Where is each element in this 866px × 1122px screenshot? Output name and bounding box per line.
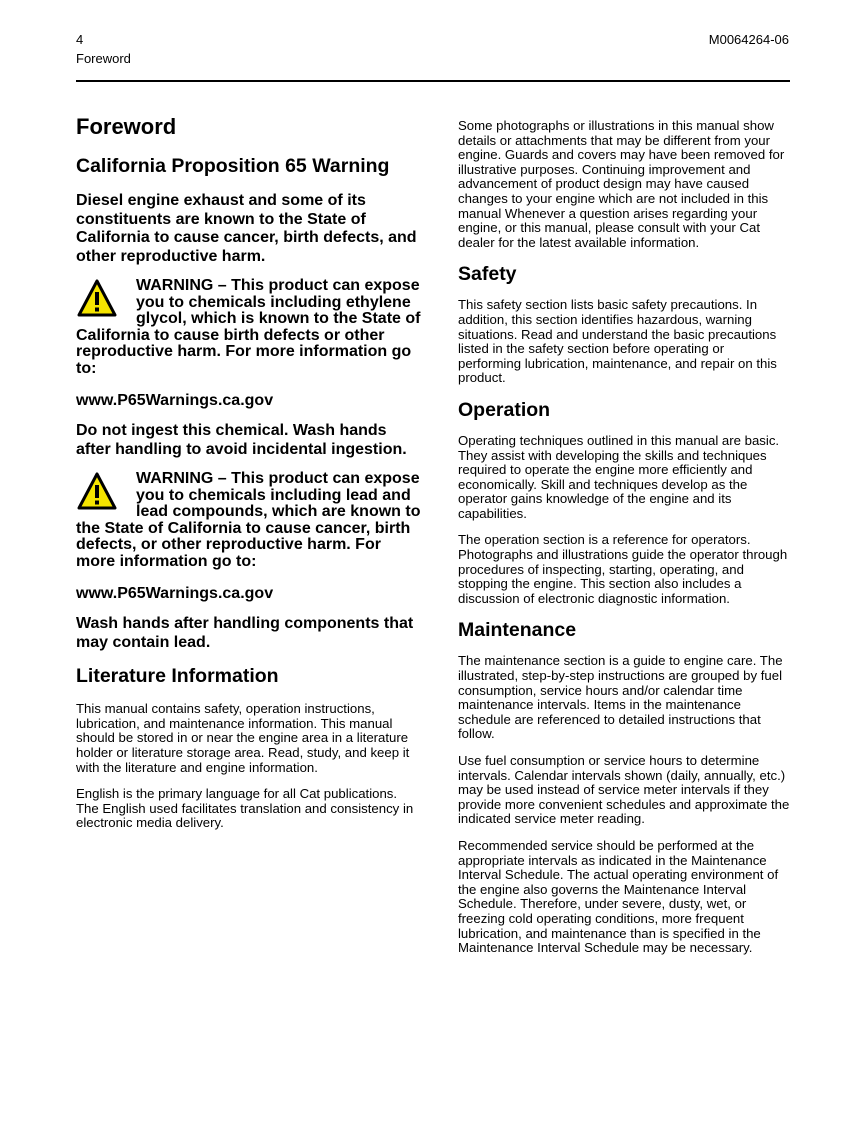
warning-text-ethylene-glycol: WARNING – This product can expose you to chemicals including ethylene glycol, which is known to the State of California to cause birth defects or other reproductive harm. For more information go to:	[76, 277, 421, 377]
header-rule	[76, 80, 790, 82]
maintenance-heading: Maintenance	[458, 619, 577, 642]
prop65-heading: California Proposition 65 Warning	[76, 155, 390, 177]
p65-link-2[interactable]: www.P65Warnings.ca.gov	[76, 584, 274, 602]
warning-text-lead: WARNING – This product can expose you to chemicals including lead and lead compounds, which are known to the State of California to cause cancer, birth defects, or other reproductive harm. For more information go to:	[76, 470, 421, 571]
safety-paragraph: This safety section lists basic safety precautions. In addition, this section identifies hazardous, warning situations. Read and understand the basic precautions listed in the safety section before operating or performing lubrication, maintenance, and repair on this product.	[458, 297, 777, 386]
prop65-intro: Diesel engine exhaust and some of its constituents are known to the State of California to cause cancer, birth defects, and other reproductive harm.	[76, 192, 417, 265]
header-section: Foreword	[76, 51, 131, 66]
warning-triangle-icon	[76, 471, 118, 511]
ingest-warning: Do not ingest this chemical. Wash hands after handling to avoid incidental ingestion.	[76, 422, 407, 458]
page-title: Foreword	[76, 114, 177, 139]
maintenance-paragraph-2: Use fuel consumption or service hours to determine intervals. Calendar intervals shown (daily, annually, etc.) may be used instead of service meter intervals if they provide more convenient schedules and approximate the indicated service meter reading.	[458, 753, 790, 827]
page-number: 4	[76, 32, 84, 47]
operation-paragraph-1: Operating techniques outlined in this manual are basic. They assist with developing the skills and techniques required to operate the engine more efficiently and economically. Skill and techniques develop as the operator gains knowledge of the engine and its capabilities.	[458, 432, 780, 521]
p65-link-1[interactable]: www.P65Warnings.ca.gov	[76, 391, 274, 409]
warning-triangle-icon	[76, 278, 118, 318]
operation-paragraph-2: The operation section is a reference for operators. Photographs and illustrations guide the operator through procedures of inspecting, starting, operating, and stopping the engine. This section also includes a discussion of electronic diagnostic information.	[458, 532, 788, 606]
literature-paragraph-1: This manual contains safety, operation instructions, lubrication, and maintenance information. This manual should be stored in or near the engine area in a literature holder or literature storage area. Read, study, and keep it with the literature and engine information.	[76, 701, 410, 775]
illustrations-note: Some photographs or illustrations in this manual show details or attachments that may be different from your engine. Guards and covers may have been removed for illustrative purposes. Continuing improvement and advancement of product design may have caused changes to your engine which are not included in this manual Whenever a question arises regarding your engine, or this manual, please consult with your Cat dealer for the latest available information.	[458, 118, 785, 250]
literature-heading: Literature Information	[76, 665, 279, 688]
wash-hands-note: Wash hands after handling components that may contain lead.	[76, 615, 414, 651]
safety-heading: Safety	[458, 263, 517, 286]
maintenance-paragraph-1: The maintenance section is a guide to engine care. The illustrated, step-by-step instructions are grouped by fuel consumption, service hours and/or calendar time maintenance intervals. Items in the maintenance schedule are referenced to detailed instructions that follow.	[458, 653, 783, 742]
warning-block-ethylene-glycol	[76, 278, 421, 378]
warning-block-lead	[76, 471, 421, 571]
right-column	[458, 119, 790, 968]
left-column	[76, 114, 421, 843]
maintenance-paragraph-3: Recommended service should be performed at the appropriate intervals as indicated in the Maintenance Interval Schedule. The actual operating environment of the engine also governs the Maintenance Interval Schedule. Therefore, under severe, dusty, wet, or freezing cold operating conditions, more frequent lubrication, and maintenance than is specified in the Maintenance Interval Schedule may be necessary.	[458, 837, 779, 956]
page-header-left	[76, 30, 131, 68]
operation-heading: Operation	[458, 398, 551, 421]
document-id: M0064264-06	[708, 32, 789, 47]
literature-paragraph-2: English is the primary language for all Cat publications. The English used facilitates translation and consistency in electronic media delivery.	[76, 786, 414, 831]
